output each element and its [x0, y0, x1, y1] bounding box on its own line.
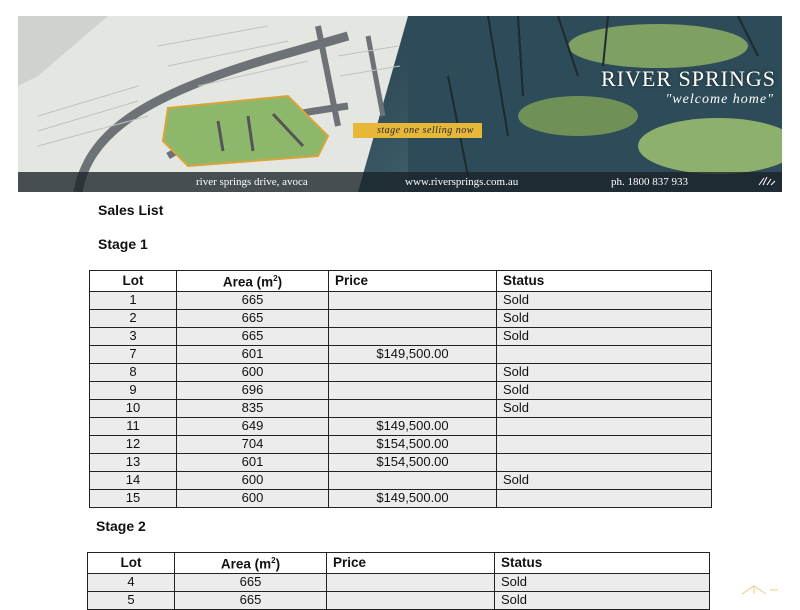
- status-cell: Sold: [495, 591, 710, 609]
- table-row: [90, 345, 712, 363]
- area-cell: 600: [177, 363, 329, 381]
- status-cell: Sold: [497, 471, 712, 489]
- table-row: [90, 471, 712, 489]
- column-header-area: Area $(m^2)$: [175, 553, 327, 574]
- lot-cell: 4: [88, 573, 175, 591]
- column-header-price: Price: [329, 271, 497, 292]
- price-cell: [329, 399, 497, 417]
- area-cell: 665: [177, 291, 329, 309]
- table-row: [88, 573, 710, 591]
- table-row: [90, 327, 712, 345]
- status-cell: Sold: [497, 399, 712, 417]
- table-row: [90, 363, 712, 381]
- area-cell: 665: [177, 327, 329, 345]
- banner-address: river springs drive, avoca: [196, 176, 308, 188]
- price-cell: $149,500.00: [329, 417, 497, 435]
- area-cell: 601: [177, 345, 329, 363]
- lot-cell: 3: [90, 327, 177, 345]
- lot-cell: 8: [90, 363, 177, 381]
- area-cell: 600: [177, 471, 329, 489]
- area-cell: 665: [177, 309, 329, 327]
- area-cell: 600: [177, 489, 329, 507]
- price-cell: [329, 309, 497, 327]
- lot-cell: 5: [88, 591, 175, 609]
- status-cell: Sold: [497, 291, 712, 309]
- status-cell: Sold: [495, 573, 710, 591]
- status-cell: [497, 435, 712, 453]
- price-cell: [329, 363, 497, 381]
- table-row: [90, 399, 712, 417]
- banner-phone: ph. 1800 837 933: [611, 176, 688, 188]
- column-header-lot: Lot: [90, 271, 177, 292]
- lot-cell: 1: [90, 291, 177, 309]
- reed-logo-icon: [758, 176, 776, 188]
- price-cell: $149,500.00: [329, 345, 497, 363]
- area-cell: 649: [177, 417, 329, 435]
- lot-cell: 2: [90, 309, 177, 327]
- header-banner: [18, 16, 782, 192]
- lot-cell: 14: [90, 471, 177, 489]
- lot-cell: 7: [90, 345, 177, 363]
- lot-cell: 15: [90, 489, 177, 507]
- status-cell: Sold: [497, 381, 712, 399]
- status-cell: [497, 417, 712, 435]
- area-cell: 696: [177, 381, 329, 399]
- sales-list-heading: Sales List: [98, 202, 164, 218]
- price-cell: $149,500.00: [329, 489, 497, 507]
- price-cell: $154,500.00: [329, 435, 497, 453]
- area-cell: 665: [175, 591, 327, 609]
- area-cell: 835: [177, 399, 329, 417]
- price-cell: [329, 381, 497, 399]
- area-cell: 601: [177, 453, 329, 471]
- table-header-row: [90, 271, 712, 292]
- column-header-status: Status: [497, 271, 712, 292]
- column-header-status: Status: [495, 553, 710, 574]
- lot-cell: 10: [90, 399, 177, 417]
- price-cell: [329, 291, 497, 309]
- price-cell: $154,500.00: [329, 453, 497, 471]
- watermark-logo-icon: [740, 582, 780, 596]
- lot-cell: 11: [90, 417, 177, 435]
- price-cell: [327, 591, 495, 609]
- table-row: [90, 381, 712, 399]
- stage-one-flag: stage one selling now: [353, 123, 482, 138]
- banner-footer: [18, 172, 782, 192]
- status-cell: [497, 489, 712, 507]
- price-cell: [329, 327, 497, 345]
- lot-cell: 13: [90, 453, 177, 471]
- stage-1-table: [89, 270, 712, 508]
- lot-cell: 12: [90, 435, 177, 453]
- status-cell: Sold: [497, 327, 712, 345]
- table-header-row: [88, 553, 710, 574]
- lot-cell: 9: [90, 381, 177, 399]
- stage-2-table: [87, 552, 710, 610]
- brand-tagline: "welcome home": [665, 92, 774, 107]
- banner-website: www.riversprings.com.au: [405, 176, 519, 188]
- column-header-area: Area $(m^2)$: [177, 271, 329, 292]
- table-row: [90, 309, 712, 327]
- price-cell: [329, 471, 497, 489]
- column-header-price: Price: [327, 553, 495, 574]
- stage-1-heading: Stage 1: [98, 236, 148, 252]
- table-row: [90, 453, 712, 471]
- table-row: [88, 591, 710, 609]
- table-row: [90, 291, 712, 309]
- table-row: [90, 489, 712, 507]
- status-cell: Sold: [497, 363, 712, 381]
- column-header-lot: Lot: [88, 553, 175, 574]
- area-cell: 665: [175, 573, 327, 591]
- table-row: [90, 417, 712, 435]
- table-row: [90, 435, 712, 453]
- price-cell: [327, 573, 495, 591]
- status-cell: [497, 345, 712, 363]
- status-cell: Sold: [497, 309, 712, 327]
- status-cell: [497, 453, 712, 471]
- stage-2-heading: Stage 2: [96, 518, 146, 534]
- brand-title: RIVER SPRINGS: [601, 66, 776, 91]
- area-cell: 704: [177, 435, 329, 453]
